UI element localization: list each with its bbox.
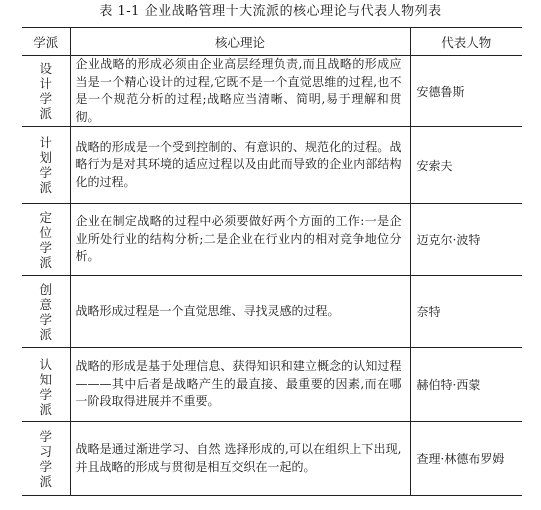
representative-cell: 查理·林德布罗姆 [410, 422, 522, 496]
header-school: 学派 [22, 28, 70, 56]
representative-cell: 迈克尔·波特 [410, 204, 522, 276]
schools-table [22, 27, 522, 496]
school-name: 定位学派 [39, 209, 52, 270]
header-representative: 代表人物 [410, 28, 522, 56]
theory-cell: 战略的形成是基于处理信息、获得知识和建立概念的认知过程———其中后者是战略产生的最直接、最重要的因素,而在哪一阶段取得进展并不重要。 [70, 348, 410, 422]
school-name: 创意学派 [39, 281, 52, 342]
school-name: 计划学派 [39, 135, 52, 195]
table-header-row [22, 28, 522, 56]
theory-cell: 战略形成过程是一个直觉思维、寻找灵感的过程。 [70, 276, 410, 348]
table-row [22, 422, 522, 496]
school-cell [22, 348, 70, 422]
school-name: 学习学派 [39, 428, 52, 489]
table-caption: 表 1-1 企业战略管理十大流派的核心理论与代表人物列表 [99, 4, 442, 19]
school-name: 设计学派 [39, 61, 52, 121]
school-cell [22, 422, 70, 496]
representative-cell: 奈特 [410, 276, 522, 348]
table-row [22, 127, 522, 204]
representative-cell: 安索夫 [410, 127, 522, 204]
table-row [22, 56, 522, 127]
theory-cell: 企业战略的形成必须由企业高层经理负责,而且战略的形成应当是一个精心设计的过程,它既不是一个直觉思维的过程,也不是一个规范分析的过程;战略应当清晰、简明,易于理解和贯彻。 [70, 56, 410, 127]
school-name: 认知学派 [39, 357, 52, 417]
table-row [22, 276, 522, 348]
header-theory: 核心理论 [70, 28, 410, 56]
table-row [22, 204, 522, 276]
representative-cell: 赫伯特·西蒙 [410, 348, 522, 422]
representative-cell: 安德鲁斯 [410, 56, 522, 127]
theory-cell: 企业在制定战略的过程中必须要做好两个方面的工作:一是企业所处行业的结构分析;二是企业在行业内的相对竞争地位分析。 [70, 204, 410, 276]
school-cell [22, 276, 70, 348]
school-cell [22, 204, 70, 276]
theory-cell: 战略的形成是一个受到控制的、有意识的、规范化的过程。战略行为是对其环境的适应过程以及由此而导致的企业内部结构化的过程。 [70, 127, 410, 204]
table-row [22, 348, 522, 422]
school-cell [22, 56, 70, 127]
school-cell [22, 127, 70, 204]
theory-cell: 战略是通过渐进学习、自然 选择形成的,可以在组织上下出现,并且战略的形成与贯彻是相互交织在一起的。 [70, 422, 410, 496]
